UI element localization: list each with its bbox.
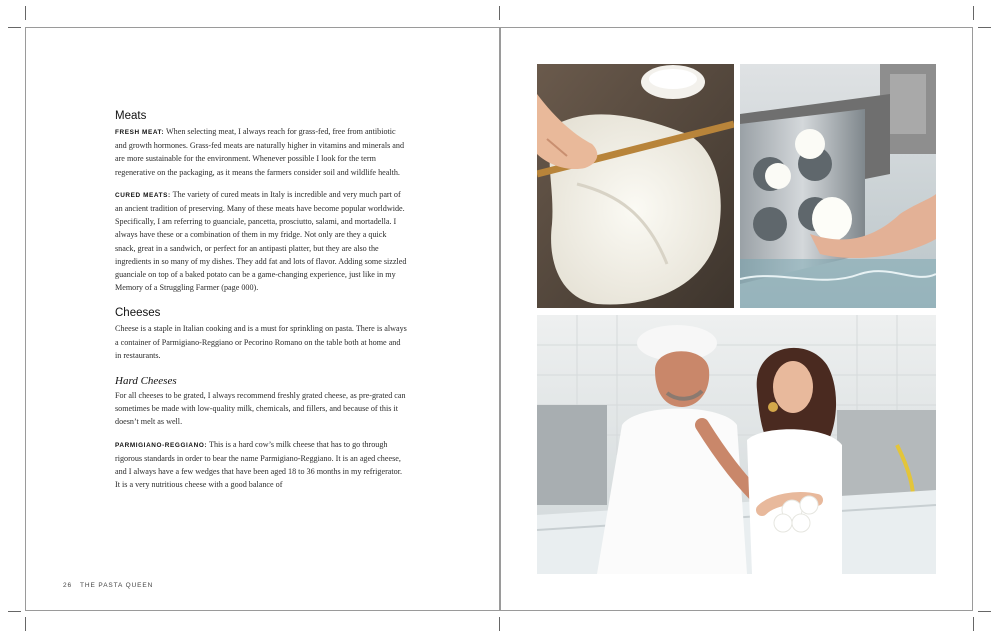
lead-in-cured-meats: CURED MEATS: (115, 191, 171, 199)
lead-in-fresh-meat: FRESH MEAT: (115, 129, 165, 136)
section-heading-cheeses: Cheeses (115, 307, 161, 320)
crop-mark-tr-v (973, 6, 974, 20)
paragraph-fresh-meat (115, 125, 407, 179)
crop-mark-tm-v (499, 6, 500, 20)
crop-mark-bl-v (25, 617, 26, 631)
paragraph-parmigiano (115, 438, 407, 492)
left-page (26, 28, 499, 610)
running-title: THE PASTA QUEEN (80, 582, 154, 589)
folio (63, 582, 153, 589)
paragraph-cheeses-intro: Cheese is a staple in Italian cooking and is a must for sprinkling on pasta. There is always a container of Parmigiano-Reggiano or Pecorino Romano on the table both at home and in restaurants. (115, 324, 407, 360)
crop-mark-br-h (978, 611, 991, 612)
paragraph-text: This is a hard cow’s milk cheese that has to go through rigorous standards in order to bear the name Parmigiano-Reggiano. It is an aged cheese, and I always have a few wedges that have been aged 18 to 36 months in my refrigerator. It is a very nutritious cheese with a good balance of (115, 439, 402, 490)
crop-mark-bl-h (8, 611, 21, 612)
page-number: 26 (63, 582, 73, 589)
crop-mark-tl-h (8, 27, 21, 28)
crop-mark-br-v (973, 617, 974, 631)
photo-mozzarella-machine (740, 64, 936, 308)
crop-mark-bm-v (499, 617, 500, 631)
crop-mark-tl-v (25, 6, 26, 20)
section-heading-meats: Meats (115, 110, 147, 122)
crop-mark-tr-h (978, 27, 991, 28)
lead-in-parmigiano: PARMIGIANO-REGGIANO: (115, 441, 208, 449)
photo-cheesemaker-and-author (537, 315, 936, 574)
photo-stretching-curd (537, 64, 734, 308)
paragraph-hard-cheeses: For all cheeses to be grated, I always recommend freshly grated cheese, as pre-grated can sometimes be made with low-quality milk, chemicals, and fillers, and because of this it doesn’t melt as well. (115, 391, 406, 427)
subheading-hard-cheeses: Hard Cheeses (115, 375, 177, 388)
paragraph-cured-meats (115, 188, 407, 295)
text-column (115, 110, 407, 491)
paragraph-text: When selecting meat, I always reach for grass-fed, free from antibiotic and growth hormones. Grass-fed meats are naturally higher in vitamins and minerals and are more sustainable for the environment. Whenever possible I look for the term regenerative on the packaging, as it means the farmers consider soil and wildlife health. (115, 127, 405, 177)
paragraph-text: The variety of cured meats in Italy is incredible and very much part of an ancient tradition of preserving. Many of these meats have become popular worldwide. Specifically, I am referring to guanciale, pancetta, prosciutto, salami, and mortadella. I always have these or a combination of them in my fridge. Not only are they a quick snack, great in a sandwich, or perfect for an antipasti platter, but they are also the ingredients in so many of my dishes. They add fat and lots of flavor. Adding some sizzled guanciale on top of a baked potato can be a game-changing experience, just like in my Memory of a Struggling Farmer (page 000). (115, 189, 407, 293)
right-page (501, 28, 972, 610)
